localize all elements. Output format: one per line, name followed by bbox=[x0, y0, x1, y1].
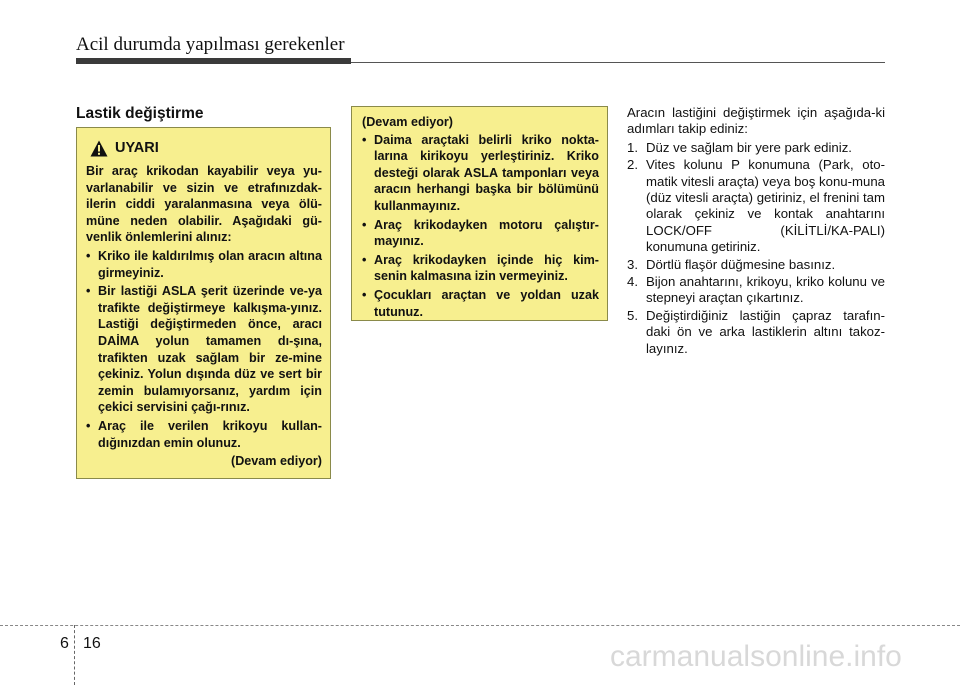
bullet-glyph: • bbox=[362, 132, 367, 147]
step-text: Vites kolunu P konumuna (Park, oto-matik vitesli araçta) veya boş konu-muna (düz vitesli araçta) getiriniz, el frenini tam olarak çekiniz ve kontak anahtarını LOCK/OFF (KİLİTLİ/KA-PALI) konumuna getiriniz. bbox=[646, 157, 885, 255]
bullet-text: Çocukları araçtan ve yoldan uzak tutunuz. bbox=[374, 287, 599, 319]
instructions-intro: Aracın lastiğini değiştirmek için aşağıda-ki adımları takip ediniz: bbox=[627, 105, 885, 137]
instruction-step bbox=[627, 308, 885, 357]
warning-bullet-list bbox=[362, 132, 599, 321]
warning-bullet-item bbox=[362, 287, 599, 320]
bullet-glyph: • bbox=[362, 287, 367, 302]
bullet-glyph: • bbox=[86, 418, 91, 433]
step-number: 5. bbox=[627, 307, 638, 323]
bullet-glyph: • bbox=[362, 252, 367, 267]
footer-divider-horizontal bbox=[0, 625, 960, 626]
warning-bullet-item bbox=[362, 132, 599, 215]
bullet-text: Daima araçtaki belirli kriko nokta-larına kirikoyu yerleştiriniz. Kriko desteği olarak ASLA tamponları veya aracın herhangi başka bir bölümünü kullanmayınız. bbox=[374, 132, 599, 213]
page-number: 16 bbox=[83, 635, 101, 652]
warning-label: UYARI bbox=[115, 140, 159, 157]
header-title: Acil durumda yapılması gerekenler bbox=[76, 34, 345, 55]
warning-bullet-item bbox=[86, 283, 322, 416]
step-text: Dörtlü flaşör düğmesine basınız. bbox=[646, 256, 836, 272]
header-bar-thick bbox=[76, 58, 351, 64]
warning-bullet-item bbox=[362, 217, 599, 250]
step-text: Değiştirdiğiniz lastiğin çapraz tarafın-daki ön ve arka lastiklerin altını takoz-layınız. bbox=[646, 307, 885, 356]
instruction-step bbox=[627, 274, 885, 307]
continued-note: (Devam ediyor) bbox=[362, 115, 453, 129]
step-number: 4. bbox=[627, 274, 638, 290]
bullet-glyph: • bbox=[86, 248, 91, 263]
bullet-text: Bir lastiği ASLA şerit üzerinde ve-ya trafikte değiştirmeye kalkışma-yınız. Lastiği değiştirmeden önce, aracı DAİMA yolun tamamen dı-şına, trafikten uzak sağlam bir ze-mine çekiniz. Yolun dışında düz ve sert bir zemin bulamıyorsanız, yardım için çekici servisini çağı-rınız. bbox=[98, 284, 322, 415]
instructions-column bbox=[627, 105, 885, 358]
bullet-text: Araç ile verilen krikoyu kullan-dığınızdan emin olunuz. bbox=[98, 418, 322, 450]
step-number: 2. bbox=[627, 157, 638, 173]
step-number: 1. bbox=[627, 139, 638, 155]
instruction-steps bbox=[627, 140, 885, 357]
chapter-number: 6 bbox=[60, 635, 69, 652]
step-text: Düz ve sağlam bir yere park ediniz. bbox=[646, 139, 852, 155]
warning-intro: Bir araç krikodan kayabilir veya yu-varlanabilir ve sizin ve etrafınızdak-ilerin ciddi yaralanmasına veya ölü-müne neden olabilir. Aşağıdaki gü-venlik önlemlerini alınız: bbox=[86, 164, 322, 245]
footer-divider-vertical bbox=[74, 625, 75, 685]
section-title: Lastik değiştirme bbox=[76, 105, 204, 122]
bullet-text: Araç krikodayken motoru çalıştır-mayınız. bbox=[374, 217, 599, 249]
continued-note: (Devam ediyor) bbox=[231, 454, 322, 469]
bullet-glyph: • bbox=[86, 284, 91, 299]
warning-triangle-icon bbox=[90, 140, 108, 157]
instruction-step bbox=[627, 157, 885, 255]
instruction-step bbox=[627, 257, 885, 273]
instruction-step bbox=[627, 140, 885, 156]
step-text: Bijon anahtarını, krikoyu, kriko kolunu ve stepneyi araçtan çıkartınız. bbox=[646, 274, 885, 306]
header-bar-thin bbox=[351, 62, 885, 63]
warning-bullet-item bbox=[86, 418, 322, 451]
warning-bullet-item bbox=[362, 252, 599, 285]
warning-box-left bbox=[76, 127, 331, 479]
warning-box-middle bbox=[351, 106, 608, 321]
bullet-text: Kriko ile kaldırılmış olan aracın altına girmeyiniz. bbox=[98, 248, 322, 280]
bullet-glyph: • bbox=[362, 217, 367, 232]
step-number: 3. bbox=[627, 256, 638, 272]
warning-bullet-list bbox=[86, 248, 322, 451]
warning-bullet-item bbox=[86, 248, 322, 281]
warning-header bbox=[90, 140, 322, 157]
bullet-text: Araç krikodayken içinde hiç kim-senin kalmasına izin vermeyiniz. bbox=[374, 252, 599, 284]
watermark: carmanualsonline.info bbox=[610, 640, 902, 673]
